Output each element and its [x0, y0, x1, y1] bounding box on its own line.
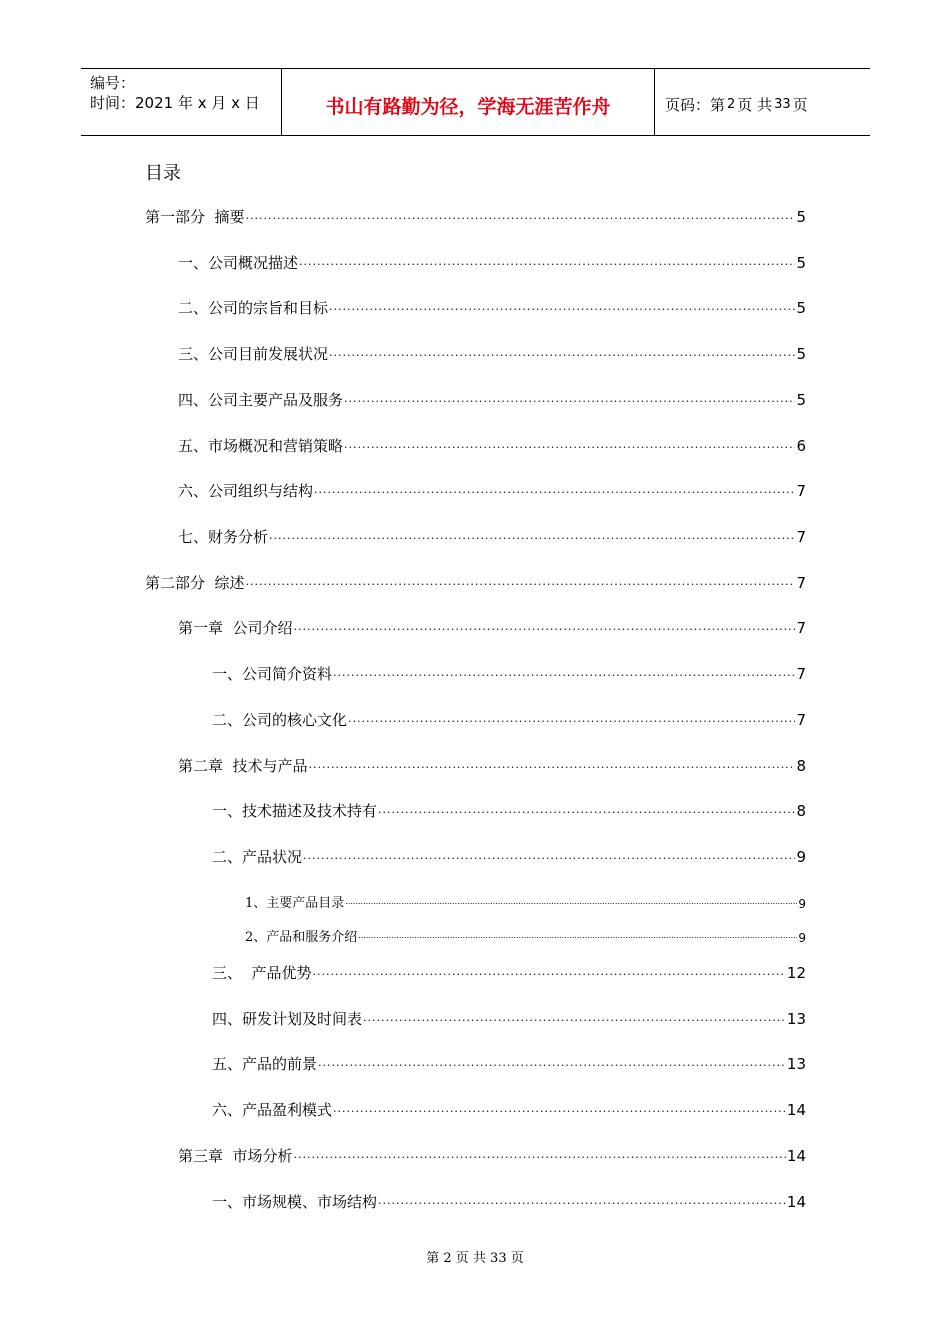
toc-leader-dots [294, 619, 796, 635]
header-date-label: 时间：2021 年 x 月 x 日 [90, 94, 260, 112]
toc-entry-page: 6 [796, 437, 806, 455]
header-page-prefix: 页码：第 [665, 95, 726, 114]
toc-entry-text: 四、公司主要产品及服务 [178, 391, 344, 409]
toc-entry-page: 5 [796, 299, 806, 317]
toc-entry-page: 13 [786, 1010, 806, 1028]
toc-entry[interactable] [245, 927, 806, 949]
toc-entry[interactable] [212, 1008, 806, 1030]
toc-entry-text: 二、公司的宗旨和目标 [178, 299, 329, 317]
toc-leader-dots [309, 757, 796, 773]
toc-leader-dots [303, 848, 795, 864]
toc-leader-dots [294, 1147, 786, 1163]
toc-entry-text: 六、公司组织与结构 [178, 482, 314, 500]
toc-entry-text: 第二章 技术与产品 [178, 757, 308, 775]
toc-entry[interactable] [145, 572, 806, 594]
toc-entry-text: 1、主要产品目录 [245, 896, 345, 911]
header-page-total: 33 [774, 96, 791, 112]
toc-entry-page: 5 [796, 254, 806, 272]
toc-title: 目录 [145, 163, 181, 184]
toc-entry[interactable] [145, 206, 806, 228]
toc-leader-dots [345, 894, 797, 910]
toc-leader-dots [344, 437, 795, 453]
toc-entry[interactable] [178, 435, 806, 457]
header-motto-cell [282, 69, 655, 135]
header-page-current: 2 [727, 96, 736, 112]
toc-entry-page: 9 [796, 848, 806, 866]
toc-leader-dots [378, 1193, 786, 1209]
toc-entry-page: 9 [798, 931, 806, 945]
header-page-suffix: 页 [792, 95, 808, 114]
toc-leader-dots [246, 574, 796, 590]
toc-entry-page: 5 [796, 391, 806, 409]
toc-entry[interactable] [178, 389, 806, 411]
toc-entry-page: 5 [796, 208, 806, 226]
toc-entry[interactable] [178, 526, 806, 548]
toc-entry-text: 一、公司简介资料 [212, 665, 333, 683]
toc-leader-dots [344, 391, 795, 407]
toc-entry[interactable] [178, 297, 806, 319]
toc-entry-page: 14 [786, 1101, 806, 1119]
toc-entry-page: 9 [798, 897, 806, 911]
toc-entry-page: 7 [796, 711, 806, 729]
toc-entry[interactable] [212, 1099, 806, 1121]
toc-entry-page: 5 [796, 345, 806, 363]
toc-entry-text: 七、财务分析 [178, 528, 269, 546]
header-motto: 书山有路勤为径，学海无涯苦作舟 [325, 95, 611, 118]
toc-entry-page: 7 [796, 574, 806, 592]
toc-leader-dots [358, 928, 797, 944]
page-footer: 第 2 页 共 33 页 [426, 1251, 524, 1266]
toc-entry-page: 7 [796, 665, 806, 683]
toc-leader-dots [333, 1101, 786, 1117]
toc-entry-text: 第三章 市场分析 [178, 1147, 293, 1165]
toc-leader-dots [329, 345, 795, 361]
toc-entry[interactable] [178, 343, 806, 365]
toc-entry[interactable] [178, 617, 806, 639]
toc-entry-page: 14 [786, 1193, 806, 1211]
toc-leader-dots [246, 208, 796, 224]
toc-entry[interactable] [212, 663, 806, 685]
toc-leader-dots [378, 802, 795, 818]
toc-entry-page: 8 [796, 802, 806, 820]
toc-entry[interactable] [178, 252, 806, 274]
toc-entry-text: 第一部分 摘要 [145, 208, 245, 226]
toc-entry-page: 7 [796, 528, 806, 546]
toc-entry[interactable] [212, 709, 806, 731]
toc-entry[interactable] [212, 800, 806, 822]
toc-entry-text: 一、市场规模、市场结构 [212, 1193, 378, 1211]
toc-entry-text: 三、 产品优势 [212, 964, 312, 982]
toc-entry-text: 五、产品的前景 [212, 1055, 318, 1073]
toc-entry-page: 7 [796, 619, 806, 637]
toc-entry[interactable] [212, 846, 806, 868]
toc-entry-text: 第二部分 综述 [145, 574, 245, 592]
toc-entry[interactable] [245, 893, 806, 915]
toc-entry-text: 2、产品和服务介绍 [245, 930, 358, 945]
toc-entry-page: 14 [786, 1147, 806, 1165]
toc-leader-dots [348, 711, 795, 727]
toc-entry-text: 一、技术描述及技术持有 [212, 802, 378, 820]
toc-entry-text: 三、公司目前发展状况 [178, 345, 329, 363]
toc-entry-text: 六、产品盈利模式 [212, 1101, 333, 1119]
toc-entry[interactable] [178, 755, 806, 777]
toc-leader-dots [314, 482, 795, 498]
toc-entry-page: 7 [796, 482, 806, 500]
toc-entry-page: 8 [796, 757, 806, 775]
toc-entry-text: 五、市场概况和营销策略 [178, 437, 344, 455]
toc-leader-dots [299, 254, 795, 270]
toc-leader-dots [269, 528, 795, 544]
toc-entry-page: 13 [786, 1055, 806, 1073]
toc-entry-text: 四、研发计划及时间表 [212, 1010, 363, 1028]
toc-entry-text: 一、公司概况描述 [178, 254, 299, 272]
header-info-cell [81, 69, 282, 135]
toc-entry[interactable] [178, 480, 806, 502]
toc-leader-dots [318, 1055, 786, 1071]
toc-leader-dots [313, 964, 786, 980]
header-number-label: 编号： [90, 74, 136, 92]
header-page-mid: 页 共 [737, 95, 773, 114]
toc-leader-dots [333, 665, 795, 681]
toc-entry[interactable] [212, 962, 806, 984]
toc-entry-text: 二、产品状况 [212, 848, 303, 866]
toc-entry[interactable] [178, 1145, 806, 1167]
toc-leader-dots [363, 1010, 786, 1026]
toc-entry-text: 二、公司的核心文化 [212, 711, 348, 729]
toc-entry[interactable] [212, 1191, 806, 1213]
toc-entry[interactable] [212, 1053, 806, 1075]
toc-leader-dots [329, 299, 795, 315]
toc-entry-page: 12 [786, 964, 806, 982]
toc-entry-text: 第一章 公司介绍 [178, 619, 293, 637]
header-page-cell [655, 69, 870, 135]
page-header [81, 68, 870, 136]
